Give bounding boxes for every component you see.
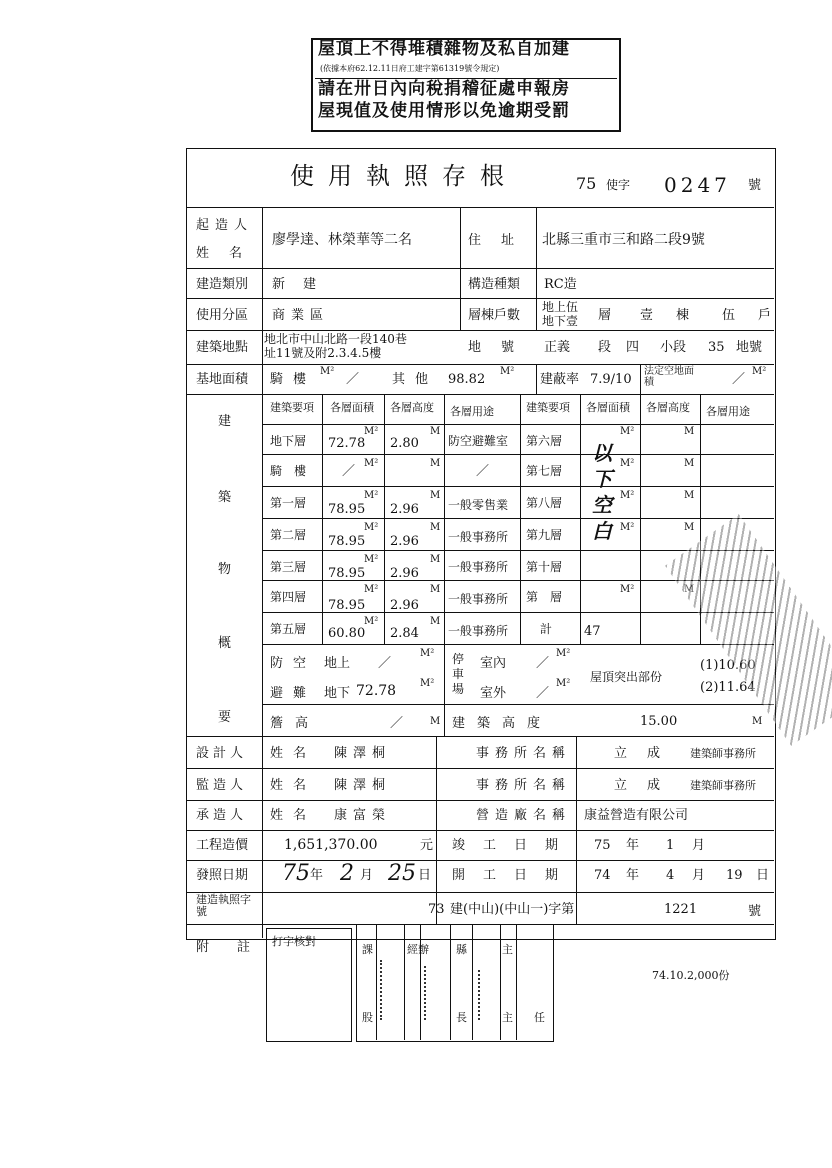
floor-name: 第二層 — [270, 528, 307, 542]
parking-in-label: 室內 — [480, 656, 507, 671]
supervisor-firm-suffix: 建築師事務所 — [690, 779, 756, 792]
form-title: 使用執照存根 — [290, 162, 518, 190]
applicant-label-2: 姓名 — [196, 246, 263, 261]
designer-firm-suffix: 建築師事務所 — [690, 747, 756, 760]
col-header-6: 各層面積 — [586, 401, 630, 414]
col-header-2: 各層面積 — [330, 401, 374, 414]
floor-use: 防空避難室 — [448, 434, 509, 448]
unit-m2: M² — [364, 554, 379, 565]
unit-m: M — [430, 522, 441, 533]
floor-use: 一般事務所 — [448, 592, 509, 606]
issue-year: 75 — [282, 861, 310, 886]
floor-name-2: 第九層 — [526, 528, 563, 542]
address-value: 北縣三重市三和路二段9號 — [542, 232, 705, 248]
permit-type-char: 使字 — [606, 178, 631, 192]
lot-char: 地號 — [736, 340, 763, 355]
col-header-3: 各層高度 — [390, 401, 434, 414]
lot-number: 35 — [708, 340, 725, 355]
floor-name-2: 第十層 — [526, 560, 563, 574]
floors-above: 地上伍 — [542, 300, 579, 314]
finish-year-char: 年 — [626, 838, 640, 853]
shelter-label-2: 避難 — [270, 686, 317, 701]
unit-m2: M² — [364, 458, 379, 469]
floor-name-2: 第八層 — [526, 496, 563, 510]
sign-label-5: 股 — [362, 1011, 373, 1024]
sign-label-7: 主 — [502, 1011, 513, 1024]
unit-m2: M² — [364, 584, 379, 595]
area-label: 基地面積 — [196, 372, 249, 387]
unit-m2: M² — [556, 648, 571, 659]
handwritten-sign — [380, 960, 402, 1020]
col-header-8: 各層用途 — [706, 405, 750, 418]
structure-label: 構造種類 — [468, 277, 521, 292]
openspace-label: 法定空地面積 — [644, 366, 694, 388]
unit-m: M — [684, 426, 695, 437]
arcade-label: 騎樓 — [270, 372, 317, 387]
floor-area: ／ — [342, 464, 356, 479]
unit-m: M — [752, 716, 763, 727]
designer-firm: 立成 — [614, 746, 681, 761]
unit-m2: M² — [556, 678, 571, 689]
eave-value: ／ — [390, 716, 404, 731]
issue-month-char: 月 — [360, 868, 374, 883]
coverage-label: 建蔽率 — [540, 372, 580, 387]
permit-ref-text: 建(中山)(中山一)字第 — [450, 902, 575, 917]
supervisor-label: 監造人 — [196, 778, 248, 793]
sign-label-2: 經辦 — [407, 943, 429, 956]
notice-line1-note: (依據本府62.12.11日府工建字第61319號令規定) — [320, 64, 500, 73]
unit-m: M — [684, 490, 695, 501]
other-value: 98.82 — [448, 372, 486, 387]
start-date-label: 開工日期 — [452, 868, 577, 883]
unit-m: M — [430, 554, 441, 565]
issue-day: 25 — [388, 861, 416, 886]
floor-name: 第一層 — [270, 496, 307, 510]
unit-m2: M² — [620, 490, 635, 501]
area-unit-2: M² — [500, 366, 515, 377]
sign-label-1: 課 — [362, 943, 373, 956]
floor-name: 第四層 — [270, 590, 307, 604]
unit-m2: M² — [420, 648, 435, 659]
unit-m2: M² — [364, 616, 379, 627]
start-month: 4 — [666, 868, 675, 883]
parking-label: 停車場 — [452, 652, 465, 696]
supervisor-name-label: 姓名 — [270, 778, 317, 793]
building-count: 壹 — [640, 308, 654, 323]
structure-value: RC造 — [544, 277, 577, 292]
floor-area: 78.95 — [328, 566, 366, 581]
finish-month: 1 — [666, 838, 675, 853]
unit-m2: M² — [420, 678, 435, 689]
household-char: 戶 — [758, 308, 772, 323]
building-char: 棟 — [676, 308, 690, 323]
floor-use: 一般事務所 — [448, 624, 509, 638]
unit-m2: M² — [364, 522, 379, 533]
shelter-above-value: ／ — [378, 656, 392, 671]
cost-value: 1,651,370.00 — [284, 837, 378, 853]
issue-day-char: 日 — [418, 868, 432, 883]
lot-label: 地號 — [468, 340, 535, 355]
applicant-label-1: 起造人 — [196, 218, 254, 233]
section-value: 正義 — [544, 340, 571, 355]
floor-name-2: 第七層 — [526, 464, 563, 478]
openspace-value: ／ — [732, 372, 746, 387]
unit-m2: M² — [620, 458, 635, 469]
household-count: 伍 — [722, 308, 736, 323]
unit-m: M — [430, 458, 441, 469]
notice-line2: 請在卅日內向稅捐稽征處申報房 — [318, 79, 570, 99]
floor-area: 78.95 — [328, 502, 366, 517]
designer-firm-label: 事務所名稱 — [476, 746, 572, 761]
floor-use: ／ — [476, 464, 490, 479]
col-header-4: 各層用途 — [450, 405, 494, 418]
floor-height: 2.96 — [390, 534, 419, 549]
site-label: 建築地點 — [196, 340, 249, 355]
subsection-value: 四 — [626, 340, 640, 355]
shelter-above-label: 地上 — [324, 656, 351, 671]
floor-name: 第五層 — [270, 622, 307, 636]
remarks-label: 附註 — [196, 940, 279, 955]
subsection-char: 小段 — [660, 340, 687, 355]
unit-m2: M² — [364, 490, 379, 501]
unit-m: M — [430, 426, 441, 437]
floor-height: 2.96 — [390, 598, 419, 613]
coverage-value: 7.9/10 — [590, 372, 632, 387]
build-type-label: 建造類別 — [196, 277, 249, 292]
floor-area: 78.95 — [328, 534, 366, 549]
bldg-side-4: 概 — [218, 636, 232, 651]
contractor-company: 康益營造有限公司 — [584, 808, 689, 823]
sign-label-8: 任 — [534, 1011, 545, 1024]
supervisor-firm: 立成 — [614, 778, 681, 793]
issue-date-label: 發照日期 — [196, 868, 249, 883]
floor-height: 2.96 — [390, 502, 419, 517]
cost-unit: 元 — [420, 838, 434, 853]
building-height-label: 建築高度 — [452, 716, 553, 731]
unit-m: M — [430, 616, 441, 627]
unit-m: M — [684, 458, 695, 469]
zoning-value: 商業區 — [272, 308, 330, 323]
floor-name: 第三層 — [270, 560, 307, 574]
unit-m: M — [684, 584, 695, 595]
floor-name-2: 計 — [540, 622, 553, 636]
zoning-label: 使用分區 — [196, 308, 249, 323]
section-char: 段 — [598, 340, 612, 355]
unit-m2: M² — [620, 426, 635, 437]
designer-name: 陳澤桐 — [334, 746, 392, 761]
permit-year: 75 — [576, 174, 597, 193]
bldg-side-2: 築 — [218, 490, 232, 505]
supervisor-name: 陳澤桐 — [334, 778, 392, 793]
unit-m2: M² — [620, 584, 635, 595]
floor-name: 騎樓 — [270, 464, 319, 478]
parking-out-label: 室外 — [480, 686, 507, 701]
start-day-char: 日 — [756, 868, 770, 883]
permit-ref-number: 1221 — [664, 902, 698, 917]
floor-height: 2.96 — [390, 566, 419, 581]
arcade-value: ／ — [346, 372, 360, 387]
handwritten-sign — [478, 970, 498, 1020]
permit-label: 建造執照字號 — [196, 893, 251, 918]
parking-out-value: ／ — [536, 686, 550, 701]
start-day: 19 — [726, 868, 743, 883]
notice-line1: 屋頂上不得堆積雜物及私自加建 — [318, 39, 570, 59]
cost-label: 工程造價 — [196, 838, 249, 853]
start-year: 74 — [594, 868, 611, 883]
below-blank-mark: 以下空白 — [592, 441, 612, 543]
issue-month: 2 — [340, 861, 354, 886]
unit-m: M — [430, 716, 441, 727]
finish-date-label: 竣工日期 — [452, 838, 577, 853]
unit-m: M — [684, 522, 695, 533]
roof-value-1: (1)10.60 — [700, 658, 756, 673]
floor-area: 72.78 — [328, 436, 366, 451]
col-header-7: 各層高度 — [646, 401, 690, 414]
permit-number-suffix: 號 — [748, 178, 762, 193]
permit-ref-suffix: 號 — [748, 904, 762, 919]
bldg-side-3: 物 — [218, 562, 232, 577]
floor-char: 層 — [598, 308, 612, 323]
floor-name-2: 第 層 — [526, 590, 563, 604]
unit-m2: M² — [620, 522, 635, 533]
unit-m: M — [430, 584, 441, 595]
unit-m: M — [430, 490, 441, 501]
contractor-name-label: 姓名 — [270, 808, 317, 823]
col-header-5: 建築要項 — [526, 401, 570, 414]
typist-label: 打字核對 — [272, 935, 316, 948]
start-year-char: 年 — [626, 868, 640, 883]
floor-use: 一般零售業 — [448, 498, 509, 512]
issue-year-char: 年 — [310, 868, 324, 883]
applicant-value: 廖學達、林榮華等二名 — [272, 232, 412, 248]
parking-in-value: ／ — [536, 656, 550, 671]
address-label: 住址 — [468, 233, 535, 248]
contractor-label: 承造人 — [196, 808, 248, 823]
build-type-value: 新建 — [272, 277, 335, 292]
shelter-below-label: 地下 — [324, 686, 351, 701]
finish-year: 75 — [594, 838, 611, 853]
bldg-side-1: 建 — [218, 414, 232, 429]
floor-area: 60.80 — [328, 626, 366, 641]
floor-area: 78.95 — [328, 598, 366, 613]
permit-ref-year: 73 — [428, 902, 445, 917]
floor-use: 一般事務所 — [448, 530, 509, 544]
contractor-name: 康富榮 — [334, 808, 392, 823]
notice-line3: 屋現值及使用情形以免逾期受罰 — [318, 101, 570, 121]
finish-month-char: 月 — [692, 838, 706, 853]
eave-label: 簷高 — [270, 716, 321, 731]
handwritten-sign — [424, 966, 448, 1020]
start-month-char: 月 — [692, 868, 706, 883]
roof-value-2: (2)11.64 — [700, 680, 756, 695]
floors-below: 地下壹 — [542, 314, 579, 328]
unit-m2: M² — [364, 426, 379, 437]
site-address-1: 地北市中山北路一段140巷 — [264, 332, 407, 346]
floor-name-2: 第六層 — [526, 434, 563, 448]
bldg-side-5: 要 — [218, 710, 232, 725]
floor-height: 2.84 — [390, 626, 419, 641]
other-label: 其他 — [392, 372, 439, 387]
shelter-below-value: 72.78 — [356, 683, 397, 699]
sign-label-4: 主 — [502, 943, 513, 956]
area-unit-3: M² — [752, 366, 767, 377]
floor-name: 地下層 — [270, 434, 307, 448]
contractor-company-label: 營造廠名稱 — [476, 808, 572, 823]
permit-number: 0247 — [664, 173, 731, 197]
shelter-label-1: 防空 — [270, 656, 317, 671]
sign-label-6: 長 — [456, 1011, 467, 1024]
floor-height: 2.80 — [390, 436, 419, 451]
building-height-value: 15.00 — [640, 714, 678, 729]
floor-use: 一般事務所 — [448, 560, 509, 574]
sign-label-3: 縣 — [456, 943, 467, 956]
roof-label: 屋頂突出部份 — [590, 670, 663, 684]
site-address-2: 址11號及附2.3.4.5樓 — [264, 346, 382, 360]
total-area: 47 — [584, 624, 601, 639]
col-header-1: 建築要項 — [270, 401, 314, 414]
area-unit-1: M² — [320, 366, 335, 377]
supervisor-firm-label: 事務所名稱 — [476, 778, 572, 793]
designer-name-label: 姓名 — [270, 746, 317, 761]
designer-label: 設計人 — [196, 746, 248, 761]
floors-label: 層棟戶數 — [468, 308, 521, 323]
form-footer: 74.10.2,000份 — [652, 969, 730, 982]
